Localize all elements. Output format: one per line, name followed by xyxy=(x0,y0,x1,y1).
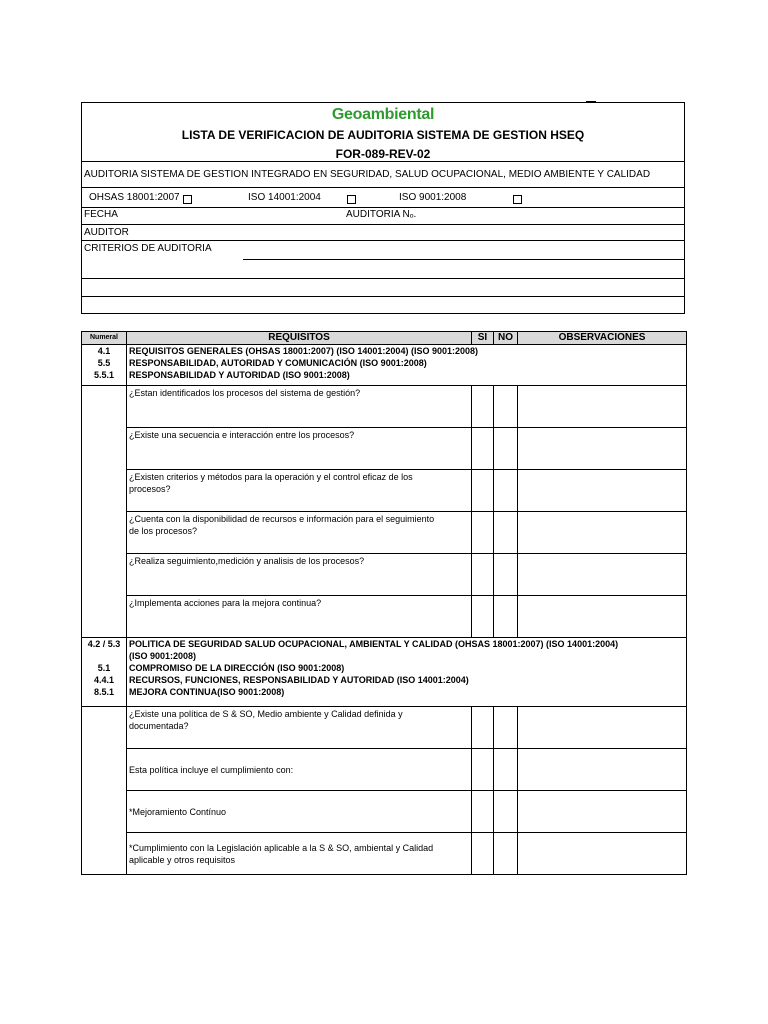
numeral: 5.5.1 xyxy=(93,370,115,380)
numeral-cell xyxy=(82,386,127,638)
section-numerals xyxy=(82,345,127,386)
observaciones-cell[interactable] xyxy=(518,470,687,512)
si-cell[interactable] xyxy=(472,386,494,428)
question-line: de los procesos? xyxy=(129,526,198,536)
si-cell[interactable] xyxy=(472,791,494,833)
numeral: 4.4.1 xyxy=(93,675,115,685)
requirement-heading: REQUISITOS GENERALES (OHSAS 18001:2007) (ISO 14001:2004) (ISO 9001:2008) xyxy=(129,346,478,356)
no-cell[interactable] xyxy=(494,554,518,596)
no-cell[interactable] xyxy=(494,428,518,470)
observaciones-cell[interactable] xyxy=(518,596,687,638)
requirement-heading: COMPROMISO DE LA DIRECCIÓN (ISO 9001:2008) xyxy=(129,663,345,673)
question-text xyxy=(127,833,472,875)
question-row xyxy=(82,554,687,596)
no-cell[interactable] xyxy=(494,791,518,833)
question-line: *Mejoramiento Contínuo xyxy=(129,807,227,817)
observaciones-cell[interactable] xyxy=(518,749,687,791)
si-cell[interactable] xyxy=(472,749,494,791)
iso14001-checkbox[interactable] xyxy=(347,195,356,204)
numeral: 5.1 xyxy=(97,663,111,673)
question-text xyxy=(127,596,472,638)
question-line: *Cumplimiento con la Legislación aplicable a la S & SO, ambiental y Calidad xyxy=(129,843,434,853)
si-cell[interactable] xyxy=(472,833,494,875)
col-header-numeral: Numeral xyxy=(82,332,127,345)
question-row xyxy=(82,470,687,512)
section-row xyxy=(82,345,687,386)
observaciones-cell[interactable] xyxy=(518,428,687,470)
form-code: FOR-089-REV-02 xyxy=(335,147,431,161)
divider xyxy=(82,240,684,241)
si-cell[interactable] xyxy=(472,512,494,554)
observaciones-cell[interactable] xyxy=(518,791,687,833)
question-row xyxy=(82,791,687,833)
divider xyxy=(82,207,684,208)
section-row xyxy=(82,638,687,707)
question-line: ¿Cuenta con la disponibilidad de recursos e información para el seguimiento xyxy=(129,514,435,524)
question-line: ¿Existe una política de S & SO, Medio ambiente y Calidad definida y xyxy=(129,709,403,719)
divider xyxy=(82,161,684,162)
section-requirements xyxy=(127,345,687,386)
question-line: Esta política incluye el cumplimiento con: xyxy=(129,765,294,775)
audit-scope: AUDITORIA SISTEMA DE GESTION INTEGRADO EN SEGURIDAD, SALUD OCUPACIONAL, MEDIO AMBIENTE Y CALIDAD xyxy=(84,169,651,180)
divider xyxy=(82,187,684,188)
numeral-cell xyxy=(82,707,127,875)
observaciones-cell[interactable] xyxy=(518,386,687,428)
question-row xyxy=(82,512,687,554)
criterios-input-line[interactable] xyxy=(243,259,685,260)
question-row xyxy=(82,749,687,791)
corner-mark xyxy=(586,101,596,102)
si-cell[interactable] xyxy=(472,707,494,749)
question-text xyxy=(127,428,472,470)
auditor-label: AUDITOR xyxy=(84,227,129,238)
col-header-observaciones: OBSERVACIONES xyxy=(518,332,687,345)
brand-logo: Geoambiental xyxy=(331,106,435,123)
divider xyxy=(82,296,684,297)
divider xyxy=(82,278,684,279)
section-requirements xyxy=(127,638,687,707)
question-text xyxy=(127,749,472,791)
requirement-heading: RESPONSABILIDAD, AUTORIDAD Y COMUNICACIÓN (ISO 9001:2008) xyxy=(129,358,427,368)
observaciones-cell[interactable] xyxy=(518,833,687,875)
ohsas-checkbox[interactable] xyxy=(183,195,192,204)
numeral xyxy=(84,650,124,662)
question-row xyxy=(82,707,687,749)
question-row xyxy=(82,386,687,428)
no-cell[interactable] xyxy=(494,749,518,791)
divider xyxy=(82,224,684,225)
form-title: LISTA DE VERIFICACION DE AUDITORIA SISTEMA DE GESTION HSEQ xyxy=(181,128,585,142)
question-text xyxy=(127,707,472,749)
question-line: ¿Existe una secuencia e interacción entre los procesos? xyxy=(129,430,355,440)
requirement-heading: RESPONSABILIDAD Y AUTORIDAD (ISO 9001:2008) xyxy=(129,370,350,380)
observaciones-cell[interactable] xyxy=(518,512,687,554)
numeral: 4.2 / 5.3 xyxy=(87,639,121,649)
no-cell[interactable] xyxy=(494,596,518,638)
question-text xyxy=(127,791,472,833)
question-text xyxy=(127,512,472,554)
criterios-label: CRITERIOS DE AUDITORIA xyxy=(84,243,212,254)
question-line: ¿Realiza seguimiento,medición y analisis de los procesos? xyxy=(129,556,365,566)
si-cell[interactable] xyxy=(472,470,494,512)
si-cell[interactable] xyxy=(472,428,494,470)
col-header-si: SI xyxy=(472,332,494,345)
question-line: aplicable y otros requisitos xyxy=(129,855,236,865)
section-numerals xyxy=(82,638,127,707)
question-row xyxy=(82,833,687,875)
no-cell[interactable] xyxy=(494,512,518,554)
question-text xyxy=(127,470,472,512)
observaciones-cell[interactable] xyxy=(518,707,687,749)
question-line: procesos? xyxy=(129,484,171,494)
requirement-heading: (ISO 9001:2008) xyxy=(129,651,197,661)
form-header xyxy=(81,102,685,314)
question-line: ¿Estan identificados los procesos del sistema de gestión? xyxy=(129,388,361,398)
no-cell[interactable] xyxy=(494,833,518,875)
col-header-requisitos: REQUISITOS xyxy=(127,332,472,345)
table-header-row xyxy=(82,332,687,345)
no-cell[interactable] xyxy=(494,470,518,512)
question-row xyxy=(82,428,687,470)
question-line: documentada? xyxy=(129,721,189,731)
col-header-no: NO xyxy=(494,332,518,345)
standard-iso9001-label: ISO 9001:2008 xyxy=(399,192,467,203)
question-text xyxy=(127,386,472,428)
iso9001-checkbox[interactable] xyxy=(513,195,522,204)
question-line: ¿Existen criterios y métodos para la operación y el control eficaz de los xyxy=(129,472,413,482)
question-text xyxy=(127,554,472,596)
no-cell[interactable] xyxy=(494,386,518,428)
requirements-table xyxy=(81,331,687,875)
si-cell[interactable] xyxy=(472,554,494,596)
standard-iso14001-label: ISO 14001:2004 xyxy=(248,192,321,203)
fecha-label: FECHA xyxy=(84,209,118,220)
numeral: 8.5.1 xyxy=(93,687,115,697)
no-cell[interactable] xyxy=(494,707,518,749)
requirement-heading: RECURSOS, FUNCIONES, RESPONSABILIDAD Y AUTORIDAD (ISO 14001:2004) xyxy=(129,675,469,685)
question-line: ¿Implementa acciones para la mejora continua? xyxy=(129,598,322,608)
requirement-heading: MEJORA CONTINUA(ISO 9001:2008) xyxy=(129,687,285,697)
numeral: 5.5 xyxy=(97,358,111,368)
auditoria-number-label: AUDITORIA Nₒ. xyxy=(346,209,417,220)
question-row xyxy=(82,596,687,638)
standard-ohsas-label: OHSAS 18001:2007 xyxy=(89,192,180,203)
si-cell[interactable] xyxy=(472,596,494,638)
numeral: 4.1 xyxy=(97,346,111,356)
requirement-heading: POLITICA DE SEGURIDAD SALUD OCUPACIONAL, AMBIENTAL Y CALIDAD (OHSAS 18001:2007) (ISO 14001:2004) xyxy=(129,639,619,649)
observaciones-cell[interactable] xyxy=(518,554,687,596)
